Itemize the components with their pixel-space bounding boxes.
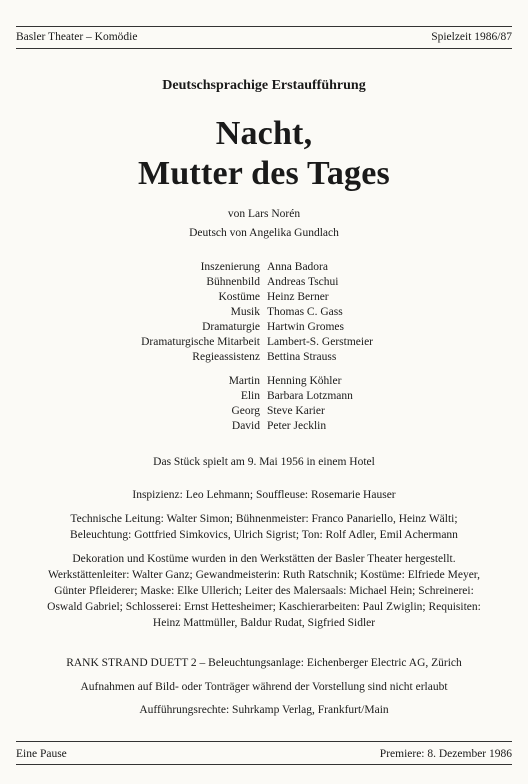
premiere-subtitle: Deutschsprachige Erstaufführung xyxy=(162,78,366,93)
workshop-credits xyxy=(0,551,528,631)
cast-list xyxy=(0,374,528,434)
play-title xyxy=(0,114,528,194)
setting-line: Das Stück spielt am 9. Mai 1956 in einem Hotel xyxy=(153,456,375,468)
crew-row xyxy=(0,260,528,275)
cast-row xyxy=(0,404,528,419)
cast-role: Martin xyxy=(228,375,260,387)
workshop-line: Günter Pfleiderer; Maske: Elke Ullerich; Leiter des Malersaals: Michael Hein; Schreinerei: xyxy=(54,585,474,597)
page-footer xyxy=(16,748,512,760)
cast-name: Steve Karier xyxy=(267,405,325,417)
recording-notice: Aufnahmen auf Bild- oder Tonträger während der Vorstellung sind nicht erlaubt xyxy=(80,681,448,693)
lighting-line: RANK STRAND DUETT 2 – Beleuchtungsanlage: Eichenberger Electric AG, Zürich xyxy=(66,657,462,669)
crew-row xyxy=(0,305,528,320)
page-header xyxy=(16,31,512,43)
crew-role: Inszenierung xyxy=(200,261,260,273)
cast-role: David xyxy=(231,420,260,432)
crew-row xyxy=(0,335,528,350)
crew-name: Heinz Berner xyxy=(267,291,329,303)
crew-name: Thomas C. Gass xyxy=(267,306,343,318)
workshop-line: Werkstättenleiter: Walter Ganz; Gewandmeisterin: Ruth Ratschnik; Kostüme: Elfriede Meyer, xyxy=(47,569,481,581)
cast-name: Henning Köhler xyxy=(267,375,342,387)
crew-role: Dramaturgische Mitarbeit xyxy=(141,336,260,348)
technical-staff xyxy=(0,511,528,543)
crew-role: Regieassistenz xyxy=(192,351,260,363)
workshop-line: Oswald Gabriel; Schlosserei: Ernst Hettesheimer; Kaschierarbeiten: Paul Zwiglin; Requisiten: xyxy=(47,601,481,613)
header-rule xyxy=(16,48,512,49)
crew-name: Hartwin Gromes xyxy=(267,321,344,333)
technical-line: Technische Leitung: Walter Simon; Bühnenmeister: Franco Panariello, Heinz Wälti; xyxy=(70,513,458,525)
cast-name: Barbara Lotzmann xyxy=(267,390,353,402)
crew-name: Anna Badora xyxy=(267,261,328,273)
crew-list xyxy=(0,260,528,365)
crew-role: Dramaturgie xyxy=(202,321,260,333)
crew-name: Lambert-S. Gerstmeier xyxy=(267,336,374,348)
crew-role: Bühnenbild xyxy=(206,276,260,288)
author-line: von Lars Norén xyxy=(227,208,301,220)
workshop-line: Dekoration und Kostüme wurden in den Werkstätten der Basler Theater hergestellt. xyxy=(72,553,456,565)
crew-row xyxy=(0,290,528,305)
crew-row xyxy=(0,275,528,290)
translation-line: Deutsch von Angelika Gundlach xyxy=(189,227,339,239)
cast-row xyxy=(0,374,528,389)
cast-row xyxy=(0,419,528,434)
bottom-rule xyxy=(16,764,512,765)
workshop-line: Heinz Mattmüller, Baldur Rudat, Sigfried Sidler xyxy=(152,617,376,629)
theater-name: Basler Theater – Komödie xyxy=(16,31,138,43)
cast-name: Peter Jecklin xyxy=(267,420,327,432)
crew-role: Kostüme xyxy=(218,291,260,303)
crew-row xyxy=(0,320,528,335)
season: Spielzeit 1986/87 xyxy=(431,31,512,43)
top-rule xyxy=(16,26,512,27)
crew-row xyxy=(0,350,528,365)
play-title-line-1: Nacht, xyxy=(215,115,313,152)
cast-row xyxy=(0,389,528,404)
cast-role: Elin xyxy=(240,390,260,402)
crew-name: Andreas Tschui xyxy=(267,276,339,288)
crew-role: Musik xyxy=(230,306,260,318)
inspizienz-line: Inspizienz: Leo Lehmann; Souffleuse: Rosemarie Hauser xyxy=(132,489,396,501)
technical-line: Beleuchtung: Gottfried Simkovics, Ulrich Sigrist; Ton: Rolf Adler, Emil Achermann xyxy=(70,529,458,541)
play-title-line-2: Mutter des Tages xyxy=(138,155,390,192)
footer-rule xyxy=(16,741,512,742)
crew-name: Bettina Strauss xyxy=(267,351,337,363)
rights-line: Aufführungsrechte: Suhrkamp Verlag, Frankfurt/Main xyxy=(139,704,389,716)
premiere-date: Premiere: 8. Dezember 1986 xyxy=(379,748,512,760)
cast-role: Georg xyxy=(231,405,260,417)
intermission-note: Eine Pause xyxy=(16,748,67,760)
